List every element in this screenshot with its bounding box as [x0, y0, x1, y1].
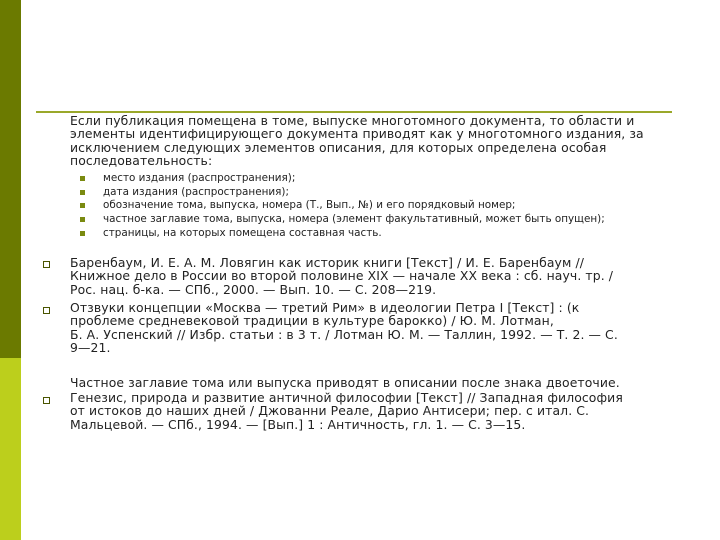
example-3: Генезис, природа и развитие античной философии [Текст] // Западная философия от истоков до наших дней / Джованни Реале, Дарио Антисери; пер. с итал. С. Мальцевой. — СПб., 1994. — [Вып.] 1 : Античность, гл. 1. — С. 3—15. — [70, 390, 623, 432]
example-1: Баренбаум, И. Е. А. М. Ловягин как историк книги [Текст] / И. Е. Баренбаум // Книжное дело в России во второй половине XIX — начале XX века : сб. науч. тр. / Рос. нац. б-ка. — СПб., 2000. — Вып. 10. — С. 208—219. — [70, 255, 614, 297]
hollow-square-bullet-icon — [43, 307, 50, 314]
square-bullet-icon — [80, 176, 85, 181]
square-bullet-icon — [80, 190, 85, 195]
hollow-square-bullet-icon — [43, 397, 50, 404]
square-bullet-icon — [80, 203, 85, 208]
list-item: страницы, на которых помещена составная часть. — [80, 227, 605, 241]
list-item: частное заглавие тома, выпуска, номера (элемент факультативный, может быть опущен); — [80, 213, 605, 227]
square-bullet-icon — [80, 217, 85, 222]
list-item: обозначение тома, выпуска, номера (Т., Вып., №) и его порядковый номер; — [80, 199, 605, 213]
square-bullet-icon — [80, 231, 85, 236]
side-bar-light — [0, 358, 21, 540]
hollow-square-bullet-icon — [43, 261, 50, 268]
elements-list — [80, 172, 605, 241]
list-item: место издания (распространения); — [80, 172, 605, 186]
list-item: дата издания (распространения); — [80, 186, 605, 200]
side-bar-dark — [0, 0, 21, 358]
example-2: Отзвуки концепции «Москва — третий Рим» в идеологии Петра I [Текст] : (к проблеме средневековой традиции в культуре барокко) / Ю. М. Лотман, Б. А. Успенский // Избр. статьи : в 3 т. / Лотман Ю. М. — Таллин, 1992. — Т. 2. — С. 9—21. — [70, 300, 618, 356]
note-paragraph: Частное заглавие тома или выпуска приводят в описании после знака двоеточие. — [70, 375, 620, 390]
intro-paragraph: Если публикация помещена в томе, выпуске многотомного документа, то области и элементы идентифицирующего документа приводят как у многотомного издания, за исключением следующих элементов описания, для которых определена особая последовательность: — [70, 113, 644, 169]
